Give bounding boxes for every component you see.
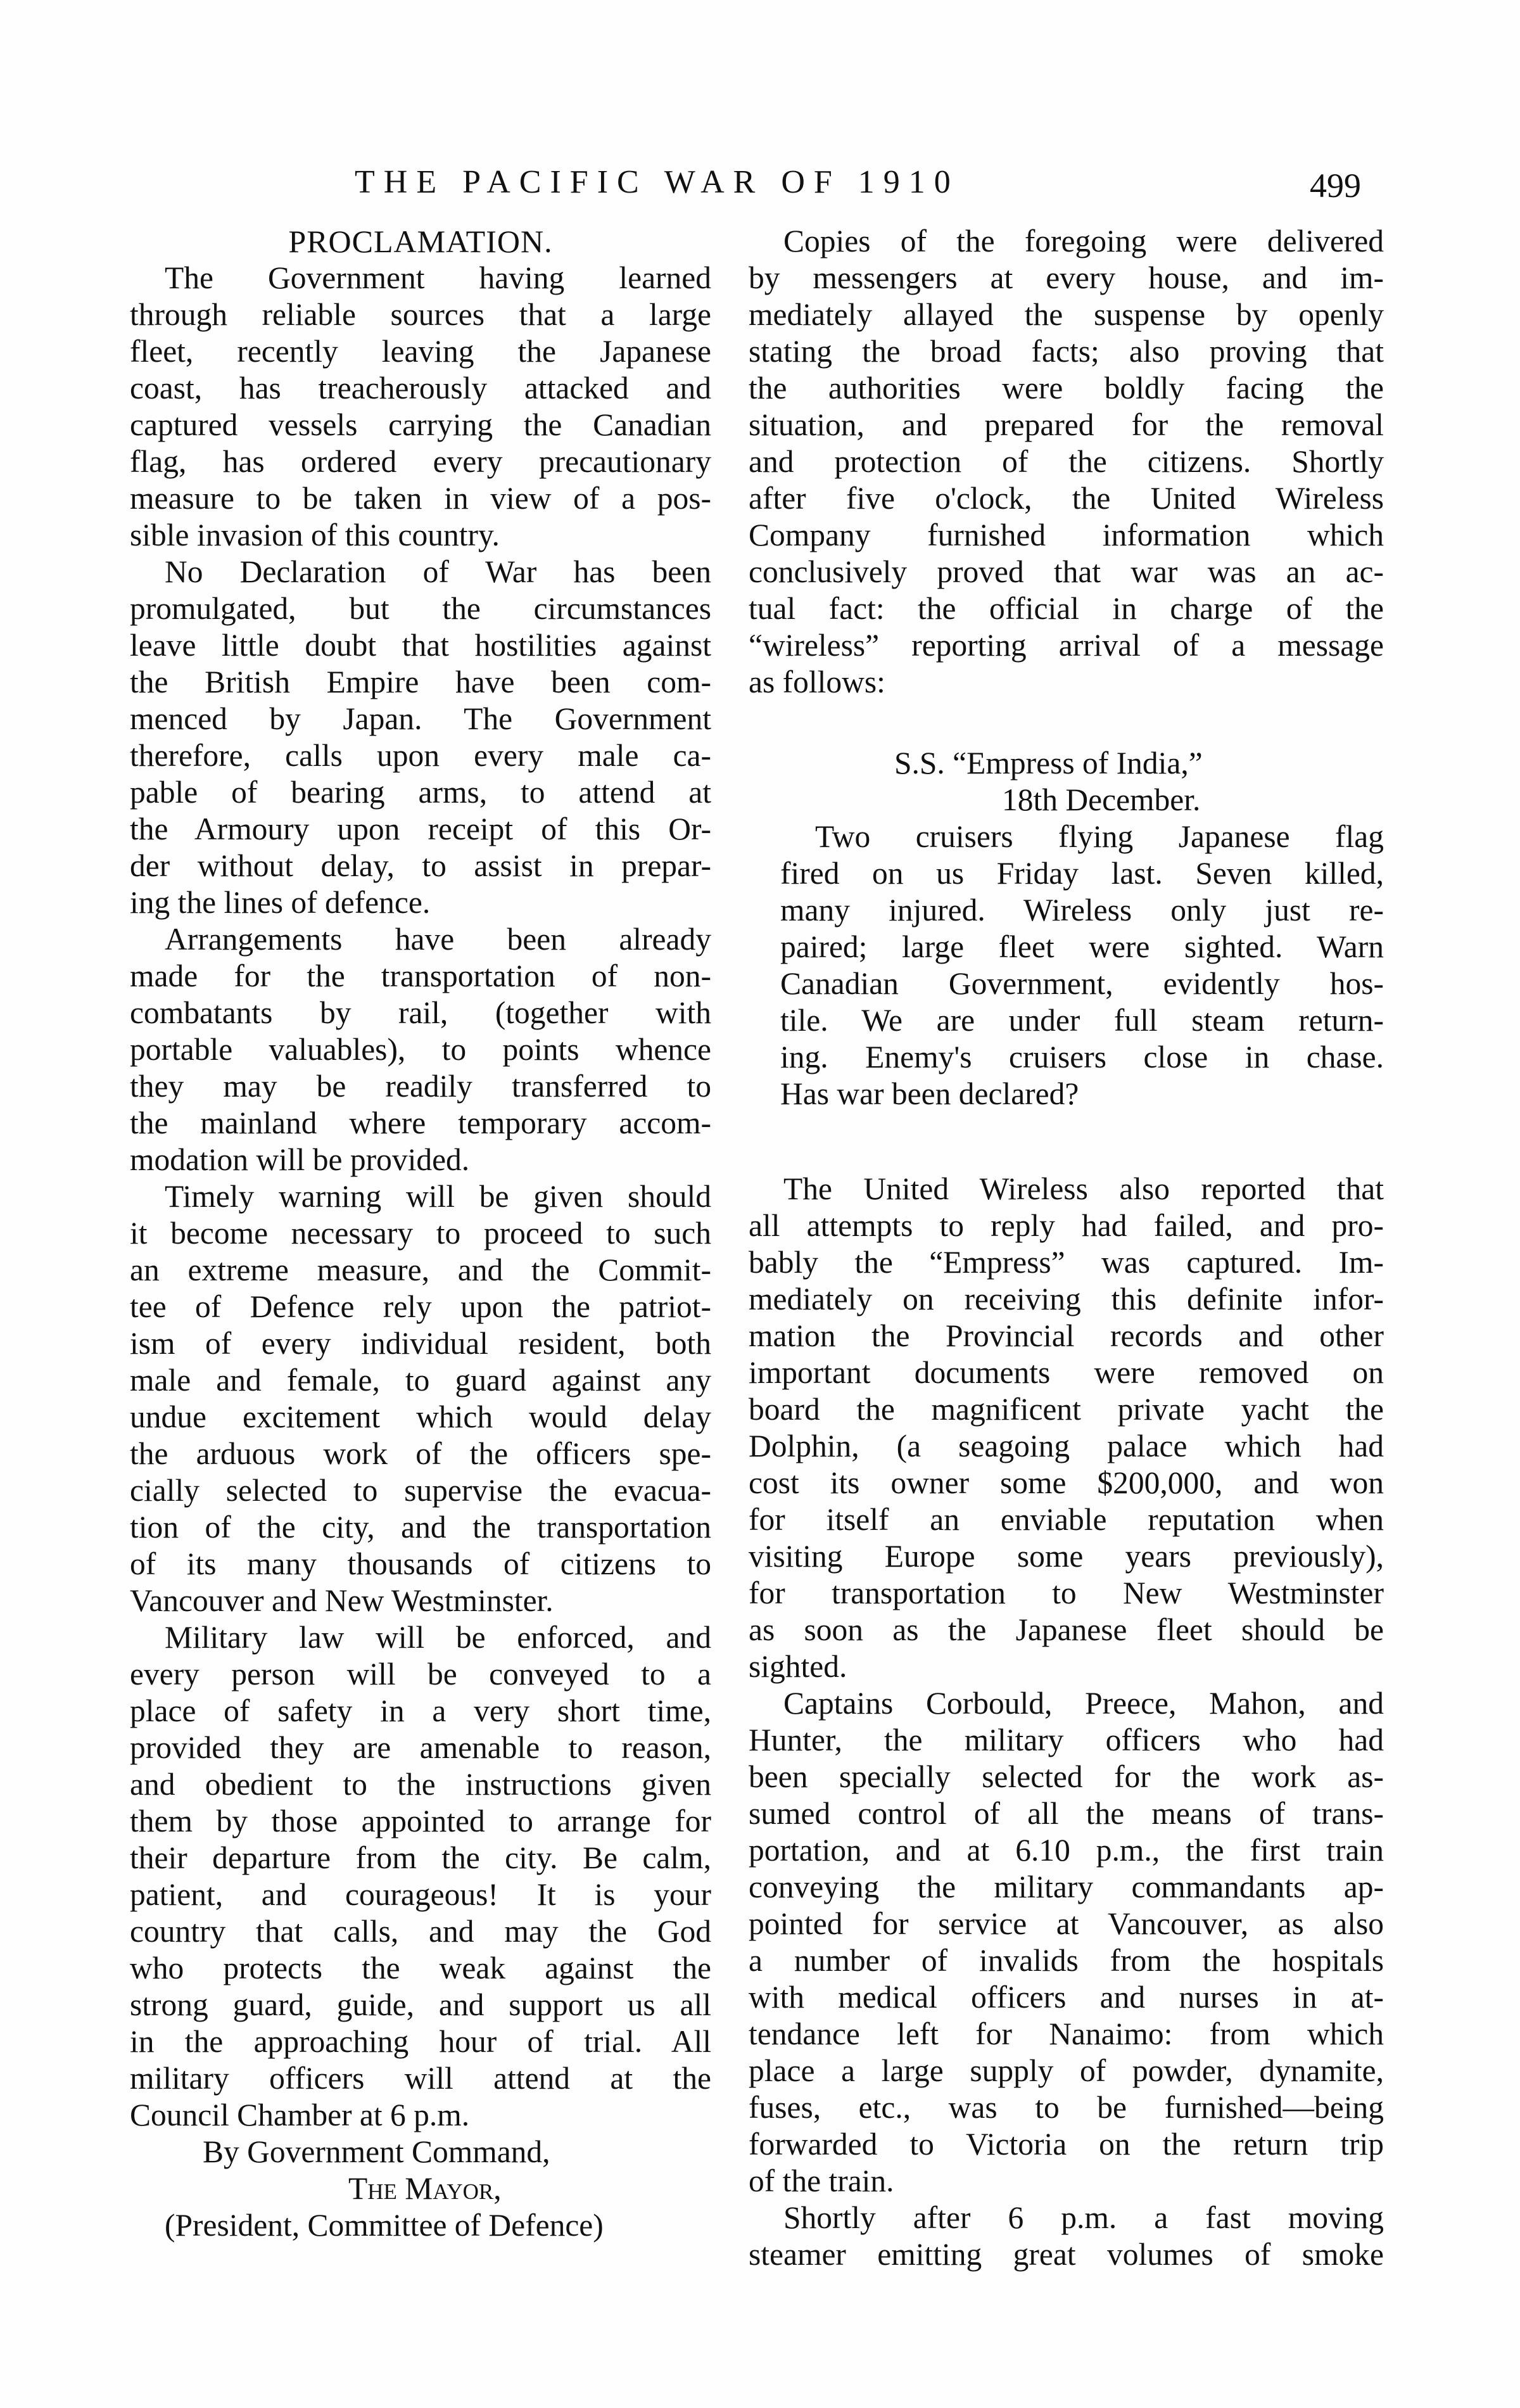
text-line: a number of invalids from the hospitals [749, 1943, 1384, 1978]
text-line: situation, and prepared for the removal [749, 407, 1384, 442]
text-line: pointed for service at Vancouver, as also [749, 1906, 1384, 1941]
text-line: No Declaration of War has been [165, 554, 711, 589]
text-line: country that calls, and may the God [130, 1914, 711, 1949]
text-line: Dolphin, (a seagoing palace which had [749, 1429, 1384, 1463]
text-line: the British Empire have been com- [130, 665, 711, 699]
text-line: for itself an enviable reputation when [749, 1502, 1384, 1537]
text-line: for transportation to New Westminster [749, 1576, 1384, 1610]
text-line: been specially selected for the work as- [749, 1759, 1384, 1794]
text-line: of the train. [749, 2163, 894, 2198]
text-line: Shortly after 6 p.m. a fast moving [783, 2200, 1384, 2235]
text-line: they may be readily transferred to [130, 1069, 711, 1104]
text-line: conclusively proved that war was an ac- [749, 554, 1384, 589]
text-line: them by those appointed to arrange for [130, 1804, 711, 1838]
text-line: Vancouver and New Westminster. [130, 1583, 554, 1618]
text-line: forwarded to Victoria on the return trip [749, 2127, 1384, 2162]
signature-mayor: The Mayor, [348, 2171, 502, 2206]
text-line: place a large supply of powder, dynamite, [749, 2053, 1384, 2088]
text-line: provided they are amenable to reason, [130, 1730, 711, 1765]
text-line: pable of bearing arms, to attend at [130, 775, 711, 810]
text-line: coast, has treacherously attacked and [130, 371, 711, 405]
text-line: board the magnificent private yacht the [749, 1392, 1384, 1427]
message-line: tile. We are under full steam return- [780, 1003, 1384, 1038]
text-line: mediately on receiving this definite infor- [749, 1282, 1384, 1316]
text-line: therefore, calls upon every male ca- [130, 738, 711, 773]
message-ship: S.S. “Empress of India,” [894, 746, 1203, 780]
text-line: Military law will be enforced, and [165, 1620, 711, 1655]
text-line: mediately allayed the suspense by openly [749, 297, 1384, 332]
text-line: with medical officers and nurses in at- [749, 1980, 1384, 2015]
text-line: promulgated, but the circumstances [130, 591, 711, 626]
text-line: the mainland where temporary accom- [130, 1105, 711, 1140]
running-title: THE PACIFIC WAR OF 1910 [355, 164, 960, 200]
text-line: cially selected to supervise the evacua- [130, 1473, 711, 1508]
text-line: and protection of the citizens. Shortly [749, 444, 1384, 479]
message-line: ing. Enemy's cruisers close in chase. [780, 1040, 1384, 1074]
message-line: Has war been declared? [780, 1076, 1079, 1111]
text-line: of its many thousands of citizens to [130, 1546, 711, 1581]
text-line: Company furnished information which [749, 518, 1384, 552]
text-line: fleet, recently leaving the Japanese [130, 334, 711, 369]
message-line: paired; large fleet were sighted. Warn [780, 929, 1384, 964]
text-line: an extreme measure, and the Commit- [130, 1252, 711, 1287]
text-line: in the approaching hour of trial. All [130, 2024, 711, 2059]
text-line: steamer emitting great volumes of smoke [749, 2237, 1384, 2272]
text-line: made for the transportation of non- [130, 959, 711, 993]
text-line: ism of every individual resident, both [130, 1326, 711, 1361]
text-line: important documents were removed on [749, 1355, 1384, 1390]
signature-by-command: By Government Command, [203, 2134, 550, 2169]
text-line: every person will be conveyed to a [130, 1657, 711, 1691]
text-line: Copies of the foregoing were delivered [783, 224, 1384, 258]
message-line: Canadian Government, evidently hos- [780, 966, 1384, 1001]
text-line: Arrangements have been already [165, 922, 711, 957]
page-number: 499 [1310, 167, 1361, 205]
text-line: fuses, etc., was to be furnished—being [749, 2090, 1384, 2125]
text-line: Council Chamber at 6 p.m. [130, 2098, 470, 2132]
text-line: mation the Provincial records and other [749, 1318, 1384, 1353]
signature-title: (President, Committee of Defence) [165, 2208, 604, 2243]
text-line: all attempts to reply had failed, and pro- [749, 1208, 1384, 1243]
text-line: through reliable sources that a large [130, 297, 711, 332]
text-line: tion of the city, and the transportation [130, 1510, 711, 1545]
text-line: and obedient to the instructions given [130, 1767, 711, 1802]
text-line: menced by Japan. The Government [130, 701, 711, 736]
text-line: who protects the weak against the [130, 1951, 711, 1985]
text-line: sible invasion of this country. [130, 518, 500, 552]
text-line: leave little doubt that hostilities against [130, 628, 711, 663]
text-line: Timely warning will be given should [165, 1179, 711, 1214]
text-line: measure to be taken in view of a pos- [130, 481, 711, 516]
text-line: military officers will attend at the [130, 2061, 711, 2096]
text-line: sighted. [749, 1649, 847, 1684]
text-line: der without delay, to assist in prepar- [130, 848, 711, 883]
message-line: Two cruisers flying Japanese flag [815, 819, 1384, 854]
text-line: the arduous work of the officers spe- [130, 1436, 711, 1471]
text-line: portable valuables), to points whence [130, 1032, 711, 1067]
text-line: male and female, to guard against any [130, 1363, 711, 1398]
text-line: tual fact: the official in charge of the [749, 591, 1384, 626]
text-line: the Armoury upon receipt of this Or- [130, 812, 711, 846]
text-line: patient, and courageous! It is your [130, 1877, 711, 1912]
text-line: tendance left for Nanaimo: from which [749, 2016, 1384, 2051]
text-line: “wireless” reporting arrival of a message [749, 628, 1384, 663]
text-line: modation will be provided. [130, 1142, 470, 1177]
text-line: portation, and at 6.10 p.m., the first train [749, 1833, 1384, 1868]
text-line: The United Wireless also reported that [783, 1171, 1384, 1206]
message-line: fired on us Friday last. Seven killed, [780, 856, 1384, 891]
text-line: conveying the military commandants ap- [749, 1870, 1384, 1904]
text-line: strong guard, guide, and support us all [130, 1987, 711, 2022]
text-line: ing the lines of defence. [130, 885, 431, 920]
text-line: captured vessels carrying the Canadian [130, 407, 711, 442]
text-line: undue excitement which would delay [130, 1399, 711, 1434]
text-line: Hunter, the military officers who had [749, 1723, 1384, 1757]
text-line: visiting Europe some years previously), [749, 1539, 1384, 1574]
text-line: their departure from the city. Be calm, [130, 1840, 711, 1875]
text-line: by messengers at every house, and im- [749, 260, 1384, 295]
text-line: after five o'clock, the United Wireless [749, 481, 1384, 516]
message-date: 18th December. [1002, 782, 1201, 817]
message-line: many injured. Wireless only just re- [780, 893, 1384, 927]
text-line: as soon as the Japanese fleet should be [749, 1612, 1384, 1647]
text-line: bably the “Empress” was captured. Im- [749, 1245, 1384, 1280]
text-line: place of safety in a very short time, [130, 1693, 711, 1728]
text-line: stating the broad facts; also proving that [749, 334, 1384, 369]
text-line: as follows: [749, 665, 885, 699]
text-line: Captains Corbould, Preece, Mahon, and [783, 1686, 1384, 1721]
text-line: cost its owner some $200,000, and won [749, 1465, 1384, 1500]
text-line: flag, has ordered every precautionary [130, 444, 711, 479]
text-line: the authorities were boldly facing the [749, 371, 1384, 405]
text-line: The Government having learned [165, 260, 711, 295]
text-line: it become necessary to proceed to such [130, 1216, 711, 1251]
text-line: sumed control of all the means of trans- [749, 1796, 1384, 1831]
text-line: combatants by rail, (together with [130, 995, 711, 1030]
text-line: tee of Defence rely upon the patriot- [130, 1289, 711, 1324]
proclamation-heading: PROCLAMATION. [288, 224, 553, 259]
